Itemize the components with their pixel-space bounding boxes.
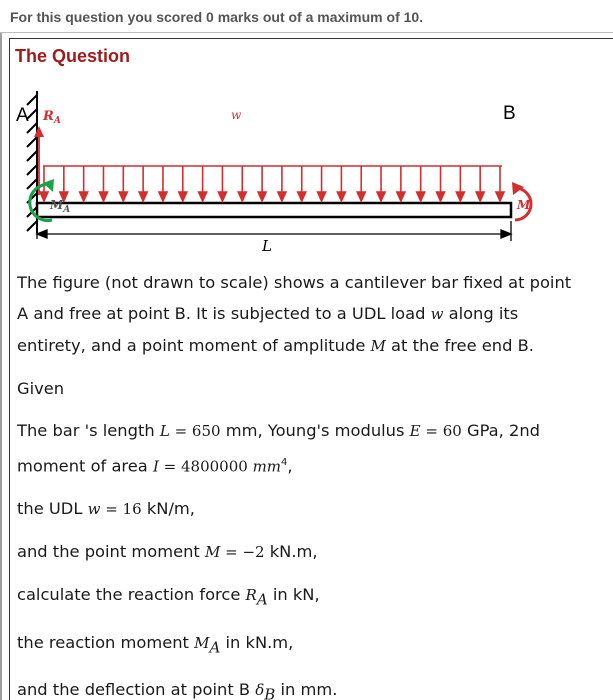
udl-arrow [258, 166, 266, 201]
question-title: The Question [15, 46, 131, 66]
text-segment: kN.m, [264, 542, 318, 562]
value-l: = 650 [169, 422, 221, 440]
udl-arrow [357, 166, 365, 201]
description-line-1: The figure (not drawn to scale) shows a cantilever bar fixed at point [17, 273, 572, 292]
label-ma-sub: A [63, 205, 71, 215]
udl-arrow [456, 166, 464, 201]
symbol-m: M [194, 633, 210, 652]
given-moment [17, 536, 613, 568]
label-ma-main: M [50, 198, 64, 212]
task-reaction-force [17, 579, 613, 615]
text-segment: GPa, 2nd [461, 421, 541, 440]
text-segment: A and free at point B. It is subjected to a UDL load [17, 304, 431, 323]
label-ra-main: R [43, 109, 54, 124]
symbol-w: w [87, 500, 101, 519]
symbol-m: M [204, 543, 221, 562]
udl-arrow [496, 166, 504, 201]
label-a: A [16, 105, 29, 126]
cantilever-figure [10, 91, 613, 261]
symbol-r: R [245, 586, 257, 605]
symbol-l: L [159, 422, 170, 440]
description-paragraph [17, 267, 613, 362]
subscript-b: B [264, 685, 276, 700]
value-m: = −2 [220, 543, 265, 562]
value-i: = 4800000 [158, 457, 253, 476]
label-ra [42, 109, 61, 126]
udl-arrow [318, 166, 326, 201]
symbol-e: E [409, 422, 421, 440]
text-segment: the reaction moment [17, 632, 195, 652]
length-dimension [37, 221, 511, 241]
text-segment: and the point moment [17, 542, 205, 562]
udl-arrow [397, 166, 405, 201]
unit-mm: mm [252, 457, 282, 476]
text-segment: kN/m, [141, 499, 195, 519]
score-banner: For this question you scored 0 marks out of a maximum of 10. [0, 0, 613, 33]
label-w: w [231, 108, 242, 122]
subscript-a: A [209, 637, 221, 656]
udl-arrow [377, 166, 385, 201]
label-b: B [503, 103, 516, 124]
description-line-2 [17, 298, 613, 330]
symbol-w: w [430, 305, 444, 323]
udl-arrow [218, 166, 226, 201]
label-ra-sub: A [53, 116, 61, 126]
udl-arrow [179, 166, 187, 201]
label-l: L [262, 237, 272, 255]
text-segment: in kN.m, [220, 632, 294, 652]
udl-arrow [337, 166, 345, 201]
udl-arrow [298, 166, 306, 201]
udl-arrow [99, 166, 107, 201]
value-w: = 16 [100, 500, 142, 519]
beam [37, 203, 511, 217]
given-line-1 [17, 415, 613, 447]
given-label: Given [17, 379, 65, 398]
given-udl [17, 493, 613, 525]
text-segment: , [287, 456, 293, 476]
text-segment: entirety, and a point moment of amplitude [17, 336, 371, 355]
udl-arrow [139, 166, 147, 201]
udl-arrow [159, 166, 167, 201]
symbol-i: I [152, 457, 159, 476]
given-geometry [17, 415, 613, 482]
udl-load [40, 166, 504, 201]
text-segment: the UDL [17, 499, 88, 519]
udl-arrow [417, 166, 425, 201]
question-text [17, 267, 613, 700]
udl-arrow [476, 166, 484, 201]
text-segment: The bar 's length [17, 421, 160, 440]
cantilever-diagram [10, 91, 613, 261]
udl-arrow [119, 166, 127, 201]
value-e: = 60 [420, 422, 462, 440]
given-line-2 [17, 447, 613, 482]
text-segment: in mm. [275, 679, 338, 699]
task-deflection [17, 674, 613, 700]
description-line-3 [17, 330, 613, 362]
text-segment: in kN, [267, 585, 320, 605]
text-segment: at the free end B. [385, 336, 534, 355]
udl-arrow [60, 166, 68, 201]
task-reaction-moment [17, 627, 613, 663]
symbol-m: M [370, 337, 386, 355]
subscript-a: A [256, 590, 268, 609]
page-left-rule [0, 0, 2, 700]
text-segment: along its [443, 304, 519, 323]
text-segment: and the deflection at point B [17, 679, 256, 699]
text-segment: calculate the reaction force [17, 585, 246, 605]
unit-exponent: 4 [281, 457, 288, 468]
udl-arrow [199, 166, 207, 201]
text-segment: mm, Young's modulus [220, 421, 410, 440]
udl-arrow [238, 166, 246, 201]
udl-arrow [437, 166, 445, 201]
symbol-delta: δ [255, 680, 265, 699]
text-segment: moment of area [17, 456, 153, 476]
label-m: M [517, 198, 531, 212]
question-panel [9, 38, 613, 700]
udl-arrow [80, 166, 88, 201]
udl-arrow [278, 166, 286, 201]
